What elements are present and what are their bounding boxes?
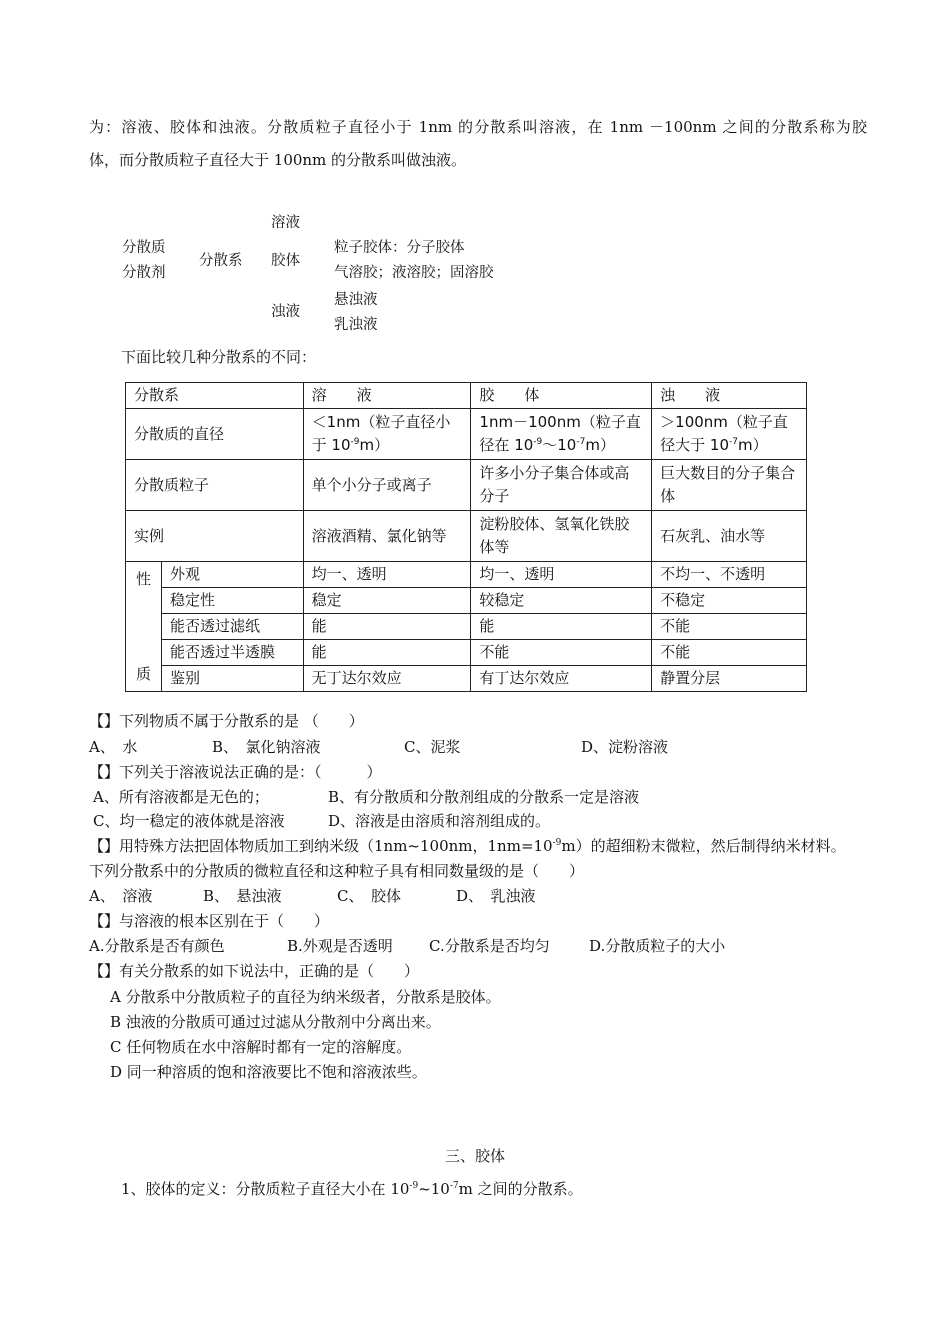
header-solution: 溶 液 [303,383,471,409]
intro-line-1: 为：溶液、胶体和浊液。分散质粒子直径小于 1nm 的分散系叫溶液，在 1nm －100nm 之间的分散系称为胶 [89,118,867,136]
table-cell: 不稳定 [652,588,807,614]
q4-option-a: A.分散系是否有颜色 [89,937,225,955]
question-3-line-2: 下列分散系中的分散质的微粒直径和这种粒子具有相同数量级的是（ ） [89,862,585,880]
cell-colloid-diameter: 1nm－100nm（粒子直 径在 $10^{-9}\sim 10^{-7}m$） [471,409,652,460]
cell-solution-diameter: ＜1nm（粒子直径小 于 $10^{-9}m$） [303,409,471,460]
table-cell: 均一、透明 [303,562,471,588]
table-cell: 能 [471,614,652,640]
table-cell: 较稳定 [471,588,652,614]
tree-dispersion-system: 分散系 [199,253,243,269]
q5-option-b: B 浊液的分散质可通过过滤从分散剂中分离出来。 [110,1013,441,1031]
comparison-table [125,382,807,692]
table-cell: 单个小分子或离子 [303,460,471,511]
table-header-row [126,383,807,409]
table-row [126,640,807,666]
table-cell: 石灰乳、油水等 [652,511,807,562]
table-cell: 无丁达尔效应 [303,666,471,692]
table-row [126,460,807,511]
tree-suspension: 悬浊液 [334,292,378,308]
header-colloid: 胶 体 [471,383,652,409]
table-cell: 均一、透明 [471,562,652,588]
question-4: 【】与溶液的根本区别在于（ ） [89,912,330,930]
tree-colloid-type-2: 气溶胶；液溶胶；固溶胶 [334,265,494,281]
q5-option-a: A 分散系中分散质粒子的直径为纳米级者，分散系是胶体。 [110,988,501,1006]
section-title: 三、胶体 [445,1147,506,1165]
table-row [126,562,807,588]
table-row [126,588,807,614]
q1-option-b: B、 氯化钠溶液 [212,738,321,756]
tree-dispersion-medium: 分散剂 [122,265,166,281]
table-row [126,614,807,640]
tree-colloid-type-1: 粒子胶体：分子胶体 [334,240,465,256]
table-cell: 许多小分子集合体或高分子 [471,460,652,511]
q3-option-a: A、 溶液 [89,887,153,905]
q2-option-d: D、溶液是由溶质和溶剂组成的。 [328,812,551,830]
intro-line-2: 体，而分散质粒子直径大于 100nm 的分散系叫做浊液。 [89,151,467,169]
q4-option-b: B.外观是否透明 [287,937,393,955]
property-side-label [126,562,162,692]
q3-option-d: D、 乳浊液 [456,887,536,905]
question-2: 【】下列关于溶液说法正确的是：（ ） [89,763,382,781]
tree-solution: 溶液 [271,215,300,231]
table-cell: 溶液酒精、氯化钠等 [303,511,471,562]
table-row [126,409,807,460]
side-char-bottom: 质 [135,664,151,683]
side-char-top: 性 [135,569,151,588]
table-cell: 淀粉胶体、氢氧化铁胶体等 [471,511,652,562]
q2-option-c: C、均一稳定的液体就是溶液 [93,812,285,830]
q4-option-d: D.分散质粒子的大小 [589,937,726,955]
question-5: 【】有关分散系的如下说法中，正确的是（ ） [89,962,420,980]
cell-turbid-diameter: ＞100nm（粒子直 径大于 $10^{-7}m$） [652,409,807,460]
q1-option-a: A、 水 [89,738,138,756]
row-label-diameter: 分散质的直径 [126,409,304,460]
table-cell: 不能 [652,640,807,666]
table-cell: 能 [303,640,471,666]
table-cell: 稳定 [303,588,471,614]
q2-option-b: B、有分散质和分散剂组成的分散系一定是溶液 [328,788,640,806]
table-cell: 有丁达尔效应 [471,666,652,692]
q5-option-c: C 任何物质在水中溶解时都有一定的溶解度。 [110,1038,412,1056]
prop-label: 稳定性 [161,588,303,614]
q5-option-d: D 同一种溶质的饱和溶液要比不饱和溶液浓些。 [110,1063,427,1081]
q1-option-d: D、淀粉溶液 [581,738,669,756]
prop-label: 能否透过半透膜 [161,640,303,666]
table-cell: 静置分层 [652,666,807,692]
tree-turbid: 浊液 [271,304,300,320]
row-label-particle: 分散质粒子 [126,460,304,511]
table-cell: 不能 [652,614,807,640]
q4-option-c: C.分散系是否均匀 [429,937,550,955]
tree-colloid: 胶体 [271,253,300,269]
prop-label: 外观 [161,562,303,588]
prop-label: 能否透过滤纸 [161,614,303,640]
tree-dispersed-phase: 分散质 [122,240,166,256]
header-system: 分散系 [126,383,304,409]
q3-option-c: C、 胶体 [337,887,401,905]
question-1: 【】下列物质不属于分散系的是 （ ） [89,712,364,730]
prop-label: 鉴别 [161,666,303,692]
table-cell: 能 [303,614,471,640]
table-row [126,666,807,692]
compare-intro: 下面比较几种分散系的不同： [121,348,317,366]
q3-option-b: B、 悬浊液 [203,887,282,905]
colloid-definition: 1、胶体的定义：分散质粒子直径大小在 $10^{-9}\sim 10^{-7}m$ 之间的分散系。 [121,1180,583,1198]
intro-paragraph [89,111,867,177]
table-row [126,511,807,562]
q1-option-c: C、泥浆 [404,738,461,756]
q2-option-a: A、所有溶液都是无色的； [93,788,269,806]
tree-emulsion: 乳浊液 [334,317,378,333]
table-cell: 不能 [471,640,652,666]
header-turbid: 浊 液 [652,383,807,409]
row-label-example: 实例 [126,511,304,562]
table-cell: 不均一、不透明 [652,562,807,588]
table-cell: 巨大数目的分子集合体 [652,460,807,511]
question-3: 【】用特殊方法把固体物质加工到纳米级（1nm~100nm，$1nm=10^{-9}m$）的超细粉末微粒，然后制得纳米材料。 [89,837,846,855]
